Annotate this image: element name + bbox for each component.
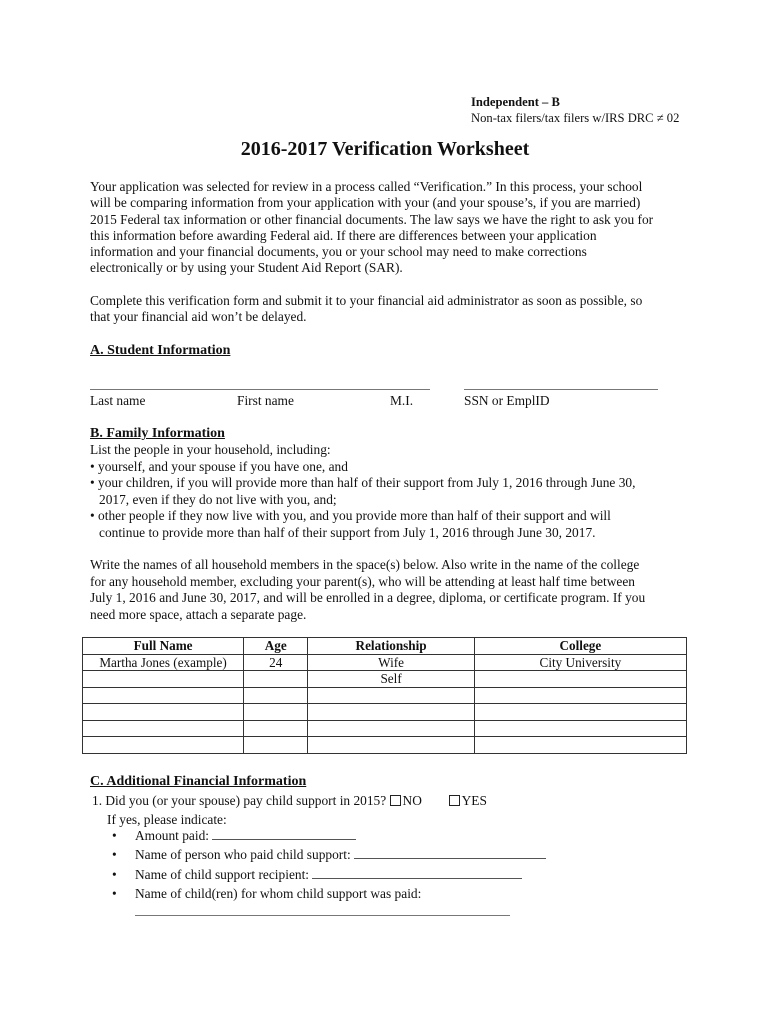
cell-relationship[interactable]: Wife: [308, 654, 474, 671]
recipient-name-label: Name of child support recipient:: [135, 866, 310, 882]
cell-relationship[interactable]: [308, 687, 474, 704]
cell-college[interactable]: [474, 704, 686, 721]
child-support-question: [90, 791, 712, 810]
col-full-name: Full Name: [83, 638, 244, 655]
household-table: [82, 637, 687, 754]
bullet-icon: •: [112, 847, 117, 863]
criteria-item: • your children, if you will provide more than half of their support from July 1, 2016 through June 30,: [90, 475, 636, 491]
form-category: Independent – B: [471, 95, 560, 109]
cell-college[interactable]: [474, 737, 686, 754]
bullet-icon: •: [112, 828, 117, 843]
intro-line: 2015 Federal tax information or other financial documents. The law says we have the right to ask you for: [90, 211, 654, 227]
criteria-item-continued: continue to provide more than half of their support from July 1, 2016 through June 30, 2017.: [99, 524, 596, 540]
recipient-name-field[interactable]: [312, 866, 522, 879]
no-label: NO: [402, 793, 422, 808]
cell-full-name[interactable]: [83, 704, 244, 721]
mi-label: M.I.: [390, 393, 414, 408]
if-yes-label: If yes, please indicate:: [107, 812, 227, 827]
amount-paid-field[interactable]: [212, 827, 356, 840]
list-item: [112, 865, 546, 884]
cell-full-name[interactable]: [83, 720, 244, 737]
cell-full-name[interactable]: [83, 687, 244, 704]
children-names-label: Name of child(ren) for whom child support was paid:: [135, 885, 422, 901]
instructions-line: Complete this verification form and submit it to your financial aid administrator as soon as possible, so: [90, 293, 643, 308]
household-instructions: [90, 557, 690, 623]
section-a-heading: A. Student Information: [90, 343, 231, 358]
intro-line: Your application was selected for review in a process called “Verification.” In this process, your school: [90, 179, 643, 194]
intro-line: information and your financial documents, you or your school may need to make corrections: [90, 244, 587, 260]
table-row: [83, 671, 687, 688]
cell-age[interactable]: [244, 737, 308, 754]
intro-paragraph: [90, 179, 690, 277]
cell-full-name[interactable]: [83, 671, 244, 688]
student-name-field[interactable]: [90, 389, 430, 390]
household-criteria-intro: List the people in your household, including:: [90, 442, 331, 457]
no-checkbox[interactable]: [390, 795, 401, 806]
bullet-icon: •: [112, 866, 117, 882]
cell-college[interactable]: City University: [474, 654, 686, 671]
section-b-heading: B. Family Information: [90, 426, 225, 441]
amount-paid-label: Amount paid:: [135, 828, 210, 843]
child-support-question-text: 1. Did you (or your spouse) pay child support in 2015?: [92, 793, 387, 808]
table-row: [83, 687, 687, 704]
payer-name-label: Name of person who paid child support:: [135, 847, 351, 863]
cell-relationship[interactable]: Self: [308, 671, 474, 688]
cell-age[interactable]: [244, 671, 308, 688]
cell-relationship[interactable]: [308, 704, 474, 721]
col-relationship: Relationship: [308, 638, 474, 655]
ssn-label: SSN or EmplID: [464, 393, 550, 408]
child-support-details: [112, 826, 546, 903]
list-item: [112, 845, 546, 864]
table-row: [83, 654, 687, 671]
table-row: [83, 720, 687, 737]
table-row: [83, 737, 687, 754]
cell-age[interactable]: [244, 720, 308, 737]
intro-line: this information before awarding Federal aid. If there are differences between your application: [90, 227, 597, 243]
table-row: [83, 704, 687, 721]
col-college: College: [474, 638, 686, 655]
criteria-item-continued: 2017, even if they do not live with you, and;: [99, 491, 337, 507]
cell-relationship[interactable]: [308, 720, 474, 737]
table-header-row: [83, 638, 687, 655]
payer-name-field[interactable]: [354, 846, 546, 859]
intro-line: will be comparing information from your application with your (and your spouse’s, if you are married): [90, 195, 641, 211]
household-instructions-line: July 1, 2016 and June 30, 2017, and will be enrolled in a degree, diploma, or certificate program. If you: [90, 590, 646, 606]
household-instructions-line: for any household member, excluding your parent(s), who will be attending at least half time between: [90, 573, 635, 589]
section-c-heading: C. Additional Financial Information: [90, 774, 307, 789]
cell-college[interactable]: [474, 687, 686, 704]
col-age: Age: [244, 638, 308, 655]
page-title: 2016-2017 Verification Worksheet: [240, 138, 530, 160]
first-name-label: First name: [237, 393, 294, 408]
cell-full-name[interactable]: Martha Jones (example): [83, 654, 244, 671]
children-names-field[interactable]: [135, 915, 510, 916]
last-name-label: Last name: [90, 393, 146, 408]
form-category-header: [471, 94, 679, 126]
yes-checkbox[interactable]: [449, 795, 460, 806]
cell-college[interactable]: [474, 671, 686, 688]
cell-age[interactable]: 24: [244, 654, 308, 671]
cell-relationship[interactable]: [308, 737, 474, 754]
form-subtitle: Non-tax filers/tax filers w/IRS DRC ≠ 02: [471, 111, 680, 125]
intro-line: electronically or by using your Student Aid Report (SAR).: [90, 260, 403, 276]
household-instructions-line: Write the names of all household members in the space(s) below. Also write in the name of the college: [90, 557, 640, 572]
cell-college[interactable]: [474, 720, 686, 737]
cell-age[interactable]: [244, 687, 308, 704]
list-item: [112, 884, 546, 903]
bullet-icon: •: [112, 885, 117, 901]
cell-full-name[interactable]: [83, 737, 244, 754]
instructions-line: that your financial aid won’t be delayed.: [90, 309, 307, 325]
criteria-item: • other people if they now live with you, and you provide more than half of their support and will: [90, 508, 611, 524]
cell-age[interactable]: [244, 704, 308, 721]
household-instructions-line: need more space, attach a separate page.: [90, 606, 307, 622]
list-item: [112, 826, 546, 845]
yes-label: YES: [461, 793, 487, 808]
criteria-item: • yourself, and your spouse if you have one, and: [90, 458, 348, 474]
instructions-paragraph: [90, 293, 690, 326]
ssn-field[interactable]: [464, 389, 658, 390]
household-criteria: [90, 442, 690, 542]
